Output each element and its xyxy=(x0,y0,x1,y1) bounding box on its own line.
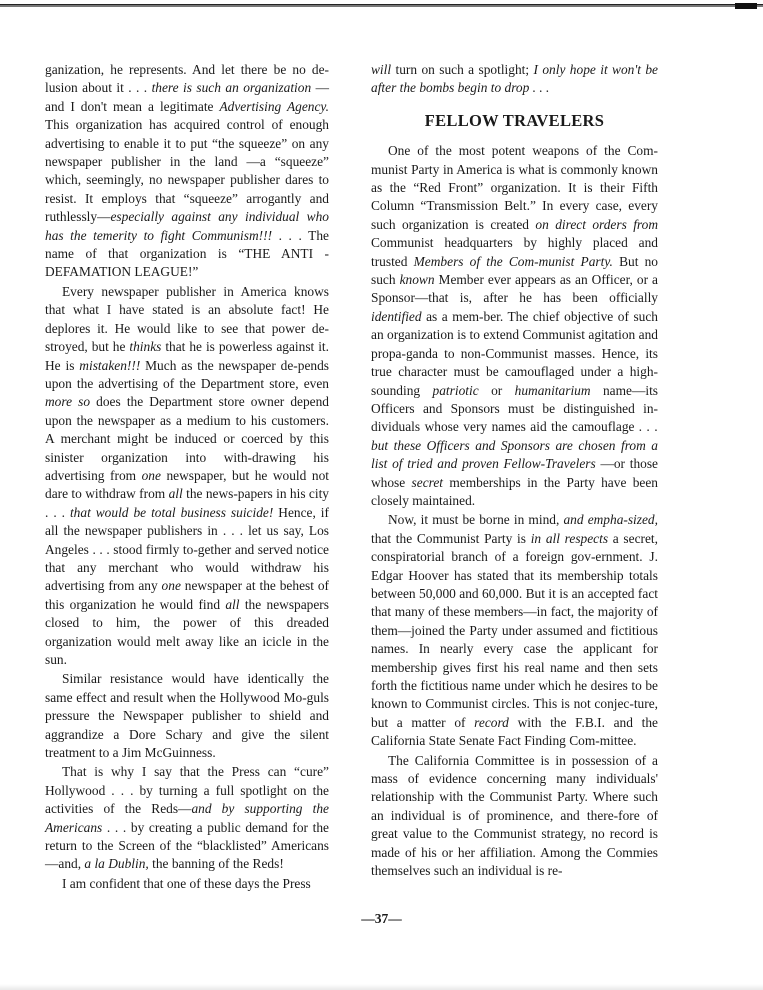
emphasis-text: one xyxy=(141,467,161,483)
paragraph: ganization, he represents. And let there be no de-lusion about it . . . there is such an organization —and I don't mean a legitimate Advertising Agency. This organization has acquired control of enough advertising to enable it to put “the squeeze” on any newspaper publisher in the land —a “squeeze” which, seemingly, no newspaper publisher dares to resist. It employs that “squeeze” arrogantly and ruthlessly—especially against any individual who has the temerity to fight Communism!!! . . . The name of that organization is “THE ANTI - DEFAMATION LEAGUE!” xyxy=(45,62,329,280)
emphasis-text: secret xyxy=(411,474,444,490)
emphasis-text: Members of the Com-munist Party. xyxy=(413,253,613,269)
paragraph: will turn on such a spotlight; I only hope it won't be after the bombs begin to drop . . . xyxy=(371,62,658,96)
emphasis-text: and by supporting the Americans xyxy=(45,801,329,835)
emphasis-text: . . . but these Officers and Sponsors are chosen from a list of tried and proven Fellow-Travelers xyxy=(371,419,659,472)
emphasis-text: identified xyxy=(371,308,422,324)
page-number: —37— xyxy=(361,911,402,926)
emphasis-text: in all respects xyxy=(530,530,609,546)
paragraph: One of the most potent weapons of the Com-munist Party in America is what is commonly known as the “Red Front” organization. It is their Fifth Column “Transmission Belt.” In every case, every such organization is created on direct orders from Communist headquarters by highly placed and trusted Members of the Com-munist Party. But no such known Member ever appears as an Officer, or a Sponsor—that is, after he has been officially identified as a mem-ber. The chief objective of such an organization is to extend Communist agitation and propa-ganda to non-Communist masses. Hence, its true character must be camouflaged under a high-sounding patriotic or humanitarium name—its Officers and Sponsors must be distinguished in-dividuals whose very names aid the camouflage . . . but these Officers and Sponsors are chosen from a list of tried and proven Fellow-Travelers —or those whose secret memberships in the Party have been closely maintained. xyxy=(371,143,659,508)
paragraph: I am confident that one of these days the Press xyxy=(62,875,311,891)
emphasis-text: more so xyxy=(45,394,91,410)
emphasis-text: and empha-sized, xyxy=(563,512,658,528)
emphasis-text: a la Dublin, xyxy=(84,856,149,872)
left-column xyxy=(45,61,329,893)
emphasis-text: known xyxy=(399,272,435,288)
top-border-rule xyxy=(0,4,763,7)
right-column xyxy=(371,61,658,880)
paragraph: Now, it must be borne in mind, and empha-sized, that the Communist Party is in all respects a secret, conspiratorial branch of a foreign gov-ernment. J. Edgar Hoover has stated that its membership totals between 50,000 and 60,000. But it is an accepted fact that many of these members—in fact, the majority of them—joined the Party under assumed and fictitious names. In nearly every case the applicant for membership gives first his real name and then sets forth the fictitious name under which he desires to be known to Communist circles. This is not conjec-ture, but a matter of record with the F.B.I. and the California State Senate Fact Finding Com-mittee. xyxy=(371,512,658,749)
emphasis-text: thinks xyxy=(129,339,162,355)
emphasis-text: on direct orders from xyxy=(535,216,658,232)
page-bottom-edge xyxy=(0,984,763,990)
corner-mark xyxy=(735,3,757,9)
emphasis-text: humanitarium xyxy=(514,382,591,398)
emphasis-text: all xyxy=(225,596,240,612)
emphasis-text: I only hope it won't be after the bombs begin to drop . . . xyxy=(371,62,658,96)
emphasis-text: especially against any individual who has the temerity to fight Communism!!! xyxy=(45,209,329,243)
section-heading: FELLOW TRAVELERS xyxy=(424,110,605,130)
paragraph: Every newspaper publisher in America knows that what I have stated is an absolute fact! He deplores it. He would like to see that power de-stroyed, but he thinks that he is powerless against it. He is mistaken!!! Much as the newspaper de-pends upon the advertising of the Department store, even more so does the Department store owner depend upon the newspaper as a medium to his customers. A merchant might be induced or coerced by this sinister organization into with-drawing his advertising from one newspaper, but he would not dare to withdraw from all the news-papers in his city . . . that would be total business suicide! Hence, if all the newspaper publishers in . . . let us say, Los Angeles . . . stood firmly to-gether and served notice that any merchant who would withdraw his advertising from any one newspaper at the behest of this organization he would find all the newspapers closed to him, the power of this dreaded organization would melt away like an icicle in the sun. xyxy=(45,283,330,667)
emphasis-text: all xyxy=(168,486,183,502)
emphasis-text: Advertising Agency. xyxy=(219,98,329,114)
paragraph: That is why I say that the Press can “cure” Hollywood . . . by turning a full spotlight on the activities of the Reds—and by supporting the Americans . . . by creating a public demand for the return to the Screen of the “blacklisted” Americans—and, a la Dublin, the banning of the Reds! xyxy=(45,764,329,872)
emphasis-text: will xyxy=(371,62,392,77)
emphasis-text: that would be total business suicide! xyxy=(69,504,274,520)
emphasis-text: patriotic xyxy=(432,382,479,398)
paragraph: Similar resistance would have identically the same effect and result when the Hollywood Mo-guls pressure the Newspaper publisher to shield and aggrandize a Dore Schary and give the silent treatment to a Jim McGuinness. xyxy=(45,671,329,761)
paragraph: The California Committee is in possession of a mass of evidence concerning many individuals' relationship with the Communist Party. Where such an individual is of prominence, and there-fore of great value to the Communist strategy, no record is made of his or her affiliation. Among the Commies themselves such an individual is re- xyxy=(371,752,658,879)
emphasis-text: one xyxy=(161,578,181,594)
emphasis-text: there is such an organization xyxy=(151,80,312,96)
emphasis-text: record xyxy=(474,714,509,730)
emphasis-text: mistaken!!! xyxy=(79,357,141,373)
